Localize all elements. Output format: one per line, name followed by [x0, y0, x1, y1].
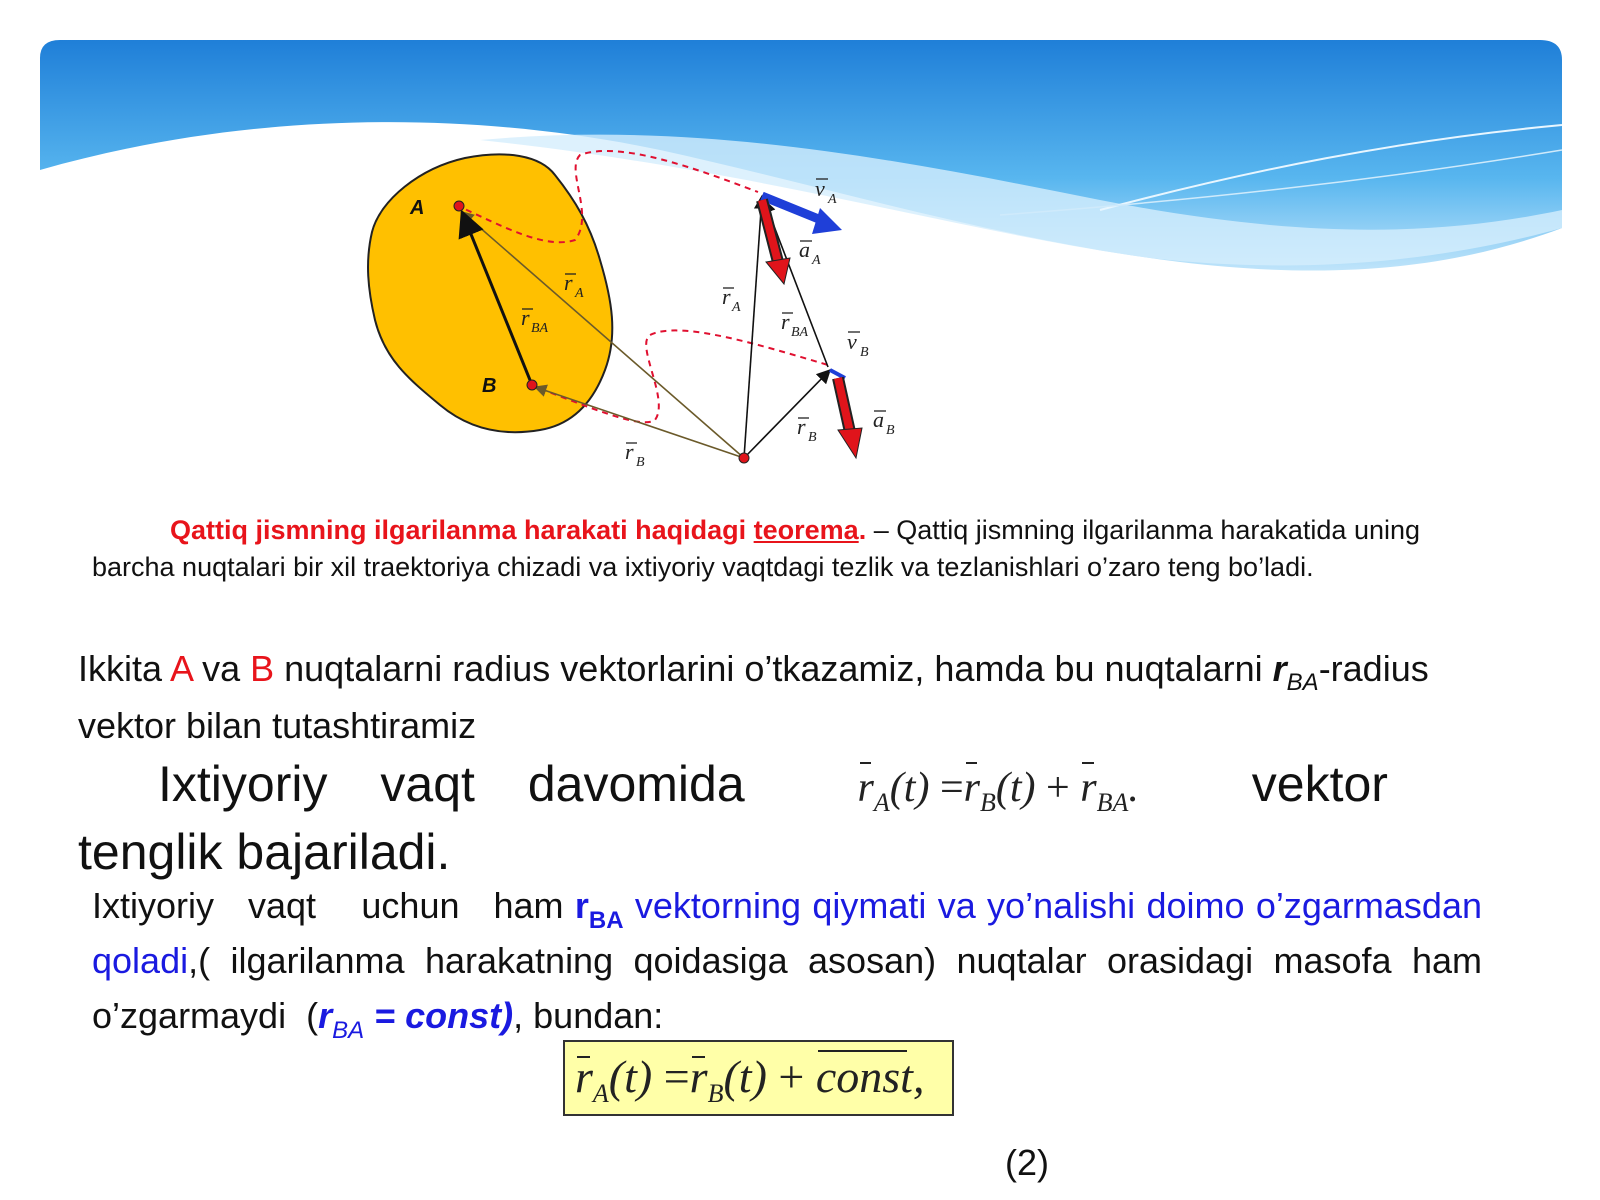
svg-text:A: A [828, 192, 837, 207]
theorem-link[interactable]: teorema [753, 515, 859, 545]
para4-r-sub: BA [332, 1017, 365, 1044]
velocity-b-arrow [830, 370, 845, 378]
svg-text:r: r [564, 270, 573, 295]
svg-text:B: B [808, 430, 817, 445]
label-rb-body [625, 439, 645, 470]
para3-word-2: vaqt [380, 756, 475, 812]
para2-text-3: nuqtalarni radius vektorlarini o’tkazamiz, hamda bu nuqtalarni [274, 648, 1273, 689]
para4-blue-text: vektorning qiymati va yo’nalishi doimo o’zgarmasdan qoladi [92, 885, 1482, 981]
label-va [815, 176, 837, 207]
svg-text:r: r [797, 414, 806, 439]
svg-text:a: a [873, 407, 884, 432]
theorem-title-dot: . [858, 515, 867, 545]
para4-vector-sub: BA [588, 907, 624, 934]
theorem-body: – Qattiq jismning ilgarilanma harakatida uning barcha nuqtalari bir xil traektoriya chizadi va ixtiyoriy vaqtdagi tezlik va tezlanishlari o’zaro teng bo’ladi. [92, 515, 1421, 582]
para3-word-4: vektor [1251, 756, 1388, 812]
label-point-a: A [410, 197, 425, 219]
para2-text-1: Ikkita [78, 648, 171, 689]
svg-text:B: B [636, 455, 645, 470]
svg-text:r: r [625, 439, 634, 464]
para3-line-2: tenglik bajariladi. [78, 824, 451, 880]
para4-vector-r: r [574, 885, 589, 926]
label-ra [722, 284, 741, 315]
para4-text-3: , bundan: [513, 995, 664, 1036]
svg-text:r: r [781, 309, 790, 334]
svg-text:B: B [886, 423, 895, 438]
radius-vector-paragraph [78, 640, 1478, 754]
svg-text:A: A [732, 300, 741, 315]
svg-text:v: v [815, 176, 825, 201]
svg-text:A: A [575, 286, 584, 301]
vector-ra [744, 196, 762, 458]
origin-point [739, 453, 749, 463]
vector-equality-paragraph [78, 752, 1498, 884]
svg-text:A: A [812, 253, 821, 268]
label-aa [799, 237, 821, 268]
label-rba [781, 309, 809, 340]
para3-word-1: Ixtiyoriy [158, 756, 328, 812]
label-rb [797, 414, 817, 445]
para3-word-3: davomida [527, 756, 745, 812]
para2-text-2: va [192, 648, 251, 689]
svg-text:r: r [722, 284, 731, 309]
svg-text:a: a [799, 237, 810, 262]
theorem-title: Qattiq jismning ilgarilanma harakati haqidagi [170, 515, 747, 545]
para2-vector-r: r [1272, 648, 1287, 689]
vector-rb-body [535, 387, 744, 458]
svg-text:BA: BA [791, 325, 809, 340]
para4-const: = const) [364, 995, 514, 1036]
svg-text:BA: BA [531, 321, 549, 336]
para2-vector-sub: BA [1286, 669, 1319, 696]
point-b [527, 380, 537, 390]
para4-text-2: ,( ilgarilanma harakatning qoidasiga asosan) nuqtalar orasidagi masofa ham o’zgarmaydi ( [92, 940, 1493, 1036]
svg-text:B: B [860, 345, 869, 360]
para4-r: r [318, 995, 333, 1036]
rigid-body-diagram [0, 0, 1600, 480]
svg-text:v: v [847, 329, 857, 354]
constant-vector-paragraph [92, 878, 1493, 1044]
label-point-b: B [482, 375, 497, 397]
vector-rb [744, 370, 830, 458]
para2-point-b: B [250, 648, 275, 689]
para2-point-a: A [170, 648, 193, 689]
para2-text-4: -radius vektor bilan tutashtiramiz [78, 648, 1429, 746]
formula-box [563, 1040, 954, 1116]
label-vb [847, 329, 869, 360]
equation-inline: $r_A(t) =r_B(t) + r_{BA}$. [858, 756, 1139, 820]
point-a [454, 201, 464, 211]
formula-equation: $r_A(t) =r_B(t)$ + const, [575, 1051, 925, 1108]
theorem-paragraph [92, 512, 1472, 586]
para4-text-1: Ixtiyoriy vaqt uchun ham [92, 885, 575, 926]
equation-number: (2) [1005, 1142, 1049, 1183]
label-ab [873, 407, 895, 438]
svg-text:r: r [521, 305, 530, 330]
